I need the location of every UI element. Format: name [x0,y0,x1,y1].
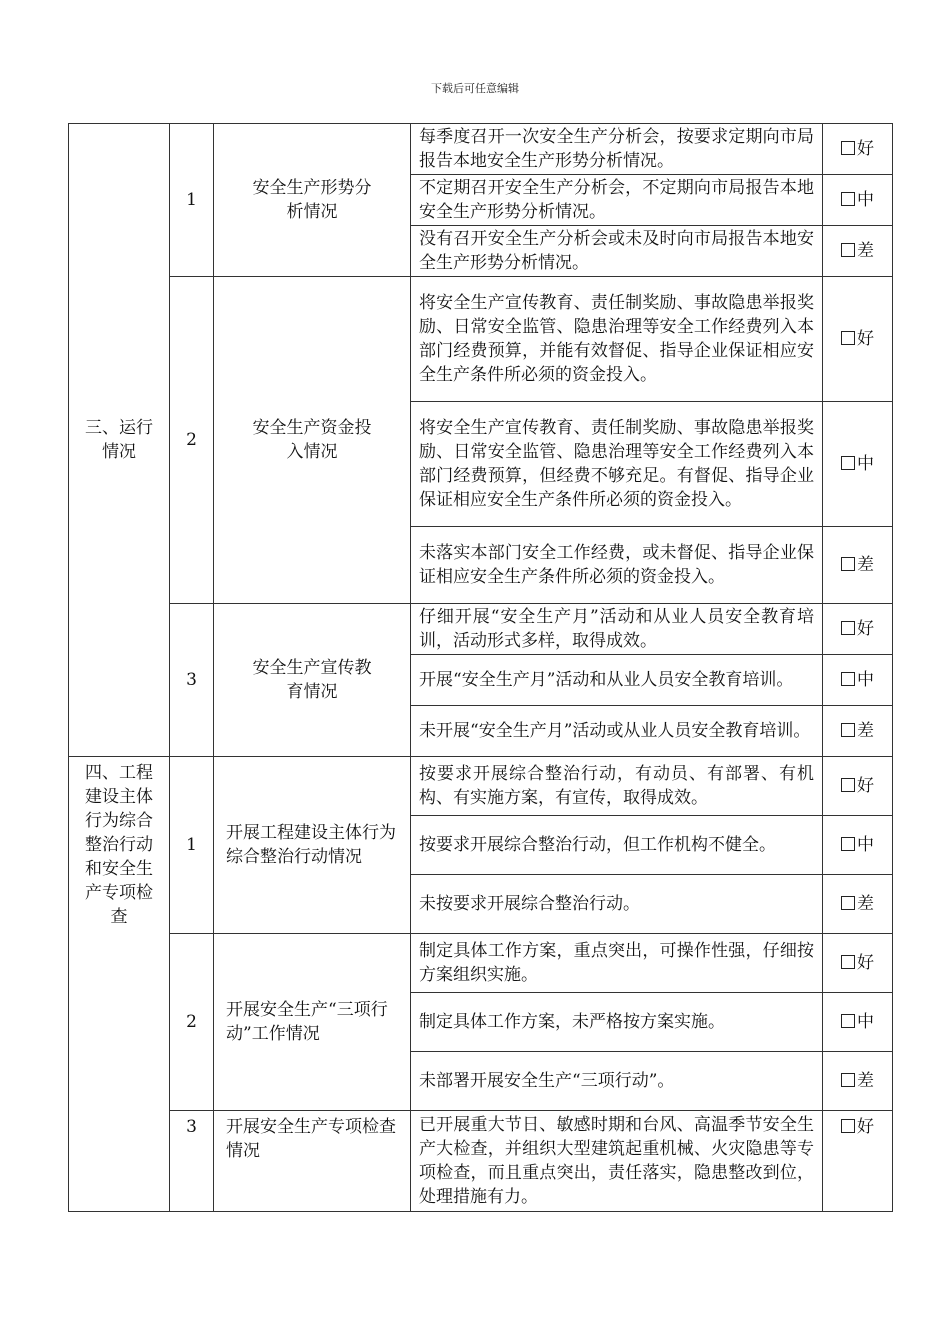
criteria-text: 将安全生产宣传教育、责任制奖励、事故隐患举报奖励、日常安全监管、隐患治理等安全工作经费列入本部门经费预算，并能有效督促、指导企业保证相应安全生产条件所必须的资金投入。 [411,277,823,402]
grade-label: 中 [857,835,874,855]
criteria-text: 未开展“安全生产月”活动或从业人员安全教育培训。 [411,706,823,757]
grade-label: 中 [857,454,874,474]
item-number: 1 [170,124,214,277]
grade-label: 好 [857,329,874,349]
criteria-text: 仔细开展“安全生产月”活动和从业人员安全教育培训，活动形式多样，取得成效。 [411,604,823,655]
criteria-text: 不定期召开安全生产分析会，不定期向市局报告本地安全生产形势分析情况。 [411,175,823,226]
header-note: 下载后可任意编辑 [431,82,519,95]
grade-checkbox[interactable] [823,993,893,1052]
grade-label: 差 [857,1071,874,1091]
category-label: 四、工程建设主体行为综合整治行动和安全生产专项检查 [85,763,153,927]
checkbox-icon[interactable] [841,1119,855,1133]
checkbox-icon[interactable] [841,778,855,792]
criteria-text: 按要求开展综合整治行动，有动员、有部署、有机构、有实施方案，有宣传，取得成效。 [411,757,823,816]
criteria-text: 将安全生产宣传教育、责任制奖励、事故隐患举报奖励、日常安全监管、隐患治理等安全工作经费列入本部门经费预算，但经费不够充足。有督促、指导企业保证相应安全生产条件所必须的资金投入。 [411,402,823,527]
checkbox-icon[interactable] [841,243,855,257]
checkbox-icon[interactable] [841,141,855,155]
grade-label: 差 [857,721,874,741]
grade-checkbox[interactable] [823,527,893,604]
item-title: 开展安全生产“三项行动”工作情况 [214,934,411,1111]
checkbox-icon[interactable] [841,837,855,851]
grade-label: 好 [857,139,874,159]
grade-checkbox[interactable] [823,1111,893,1212]
item-number: 3 [170,1111,214,1212]
grade-checkbox[interactable] [823,816,893,875]
item-title: 安全生产宣传教育情况 [214,604,411,757]
grade-checkbox[interactable] [823,757,893,816]
checkbox-icon[interactable] [841,1014,855,1028]
item-number: 2 [170,934,214,1111]
grade-checkbox[interactable] [823,706,893,757]
grade-label: 好 [857,953,874,973]
evaluation-table [68,123,893,1212]
grade-checkbox[interactable] [823,934,893,993]
category-label: 三、运行情况 [85,418,153,462]
grade-label: 差 [857,555,874,575]
grade-label: 中 [857,190,874,210]
checkbox-icon[interactable] [841,557,855,571]
table-row [69,604,893,655]
category-cell [69,757,170,1212]
category-cell [69,124,170,757]
grade-checkbox[interactable] [823,604,893,655]
grade-label: 好 [857,619,874,639]
criteria-text: 制定具体工作方案，未严格按方案实施。 [411,993,823,1052]
item-title: 安全生产形势分析情况 [214,124,411,277]
grade-checkbox[interactable] [823,402,893,527]
grade-label: 差 [857,894,874,914]
grade-checkbox[interactable] [823,655,893,706]
table-row [69,1111,893,1212]
grade-label: 中 [857,1012,874,1032]
grade-label: 中 [857,670,874,690]
table-row [69,757,893,816]
criteria-text: 没有召开安全生产分析会或未及时向市局报告本地安全生产形势分析情况。 [411,226,823,277]
criteria-text: 未落实本部门安全工作经费，或未督促、指导企业保证相应安全生产条件所必须的资金投入。 [411,527,823,604]
criteria-text: 每季度召开一次安全生产分析会，按要求定期向市局报告本地安全生产形势分析情况。 [411,124,823,175]
grade-checkbox[interactable] [823,277,893,402]
criteria-text: 已开展重大节日、敏感时期和台风、高温季节安全生产大检查，并组织大型建筑起重机械、火灾隐患等专项检查，而且重点突出，责任落实，隐患整改到位，处理措施有力。 [411,1111,823,1212]
table-row [69,277,893,402]
checkbox-icon[interactable] [841,192,855,206]
checkbox-icon[interactable] [841,456,855,470]
item-title: 安全生产资金投入情况 [214,277,411,604]
checkbox-icon[interactable] [841,1073,855,1087]
item-title: 开展工程建设主体行为综合整治行动情况 [214,757,411,934]
grade-checkbox[interactable] [823,1052,893,1111]
criteria-text: 按要求开展综合整治行动，但工作机构不健全。 [411,816,823,875]
checkbox-icon[interactable] [841,955,855,969]
item-title: 开展安全生产专项检查情况 [214,1111,411,1212]
grade-label: 差 [857,241,874,261]
table-row [69,124,893,175]
checkbox-icon[interactable] [841,723,855,737]
item-number: 3 [170,604,214,757]
checkbox-icon[interactable] [841,896,855,910]
item-number: 2 [170,277,214,604]
table-row [69,934,893,993]
grade-checkbox[interactable] [823,875,893,934]
grade-label: 好 [857,1117,874,1137]
criteria-text: 未按要求开展综合整治行动。 [411,875,823,934]
grade-label: 好 [857,776,874,796]
criteria-text: 未部署开展安全生产“三项行动”。 [411,1052,823,1111]
item-number: 1 [170,757,214,934]
criteria-text: 制定具体工作方案，重点突出，可操作性强，仔细按方案组织实施。 [411,934,823,993]
checkbox-icon[interactable] [841,621,855,635]
checkbox-icon[interactable] [841,331,855,345]
grade-checkbox[interactable] [823,124,893,175]
checkbox-icon[interactable] [841,672,855,686]
grade-checkbox[interactable] [823,226,893,277]
criteria-text: 开展“安全生产月”活动和从业人员安全教育培训。 [411,655,823,706]
grade-checkbox[interactable] [823,175,893,226]
